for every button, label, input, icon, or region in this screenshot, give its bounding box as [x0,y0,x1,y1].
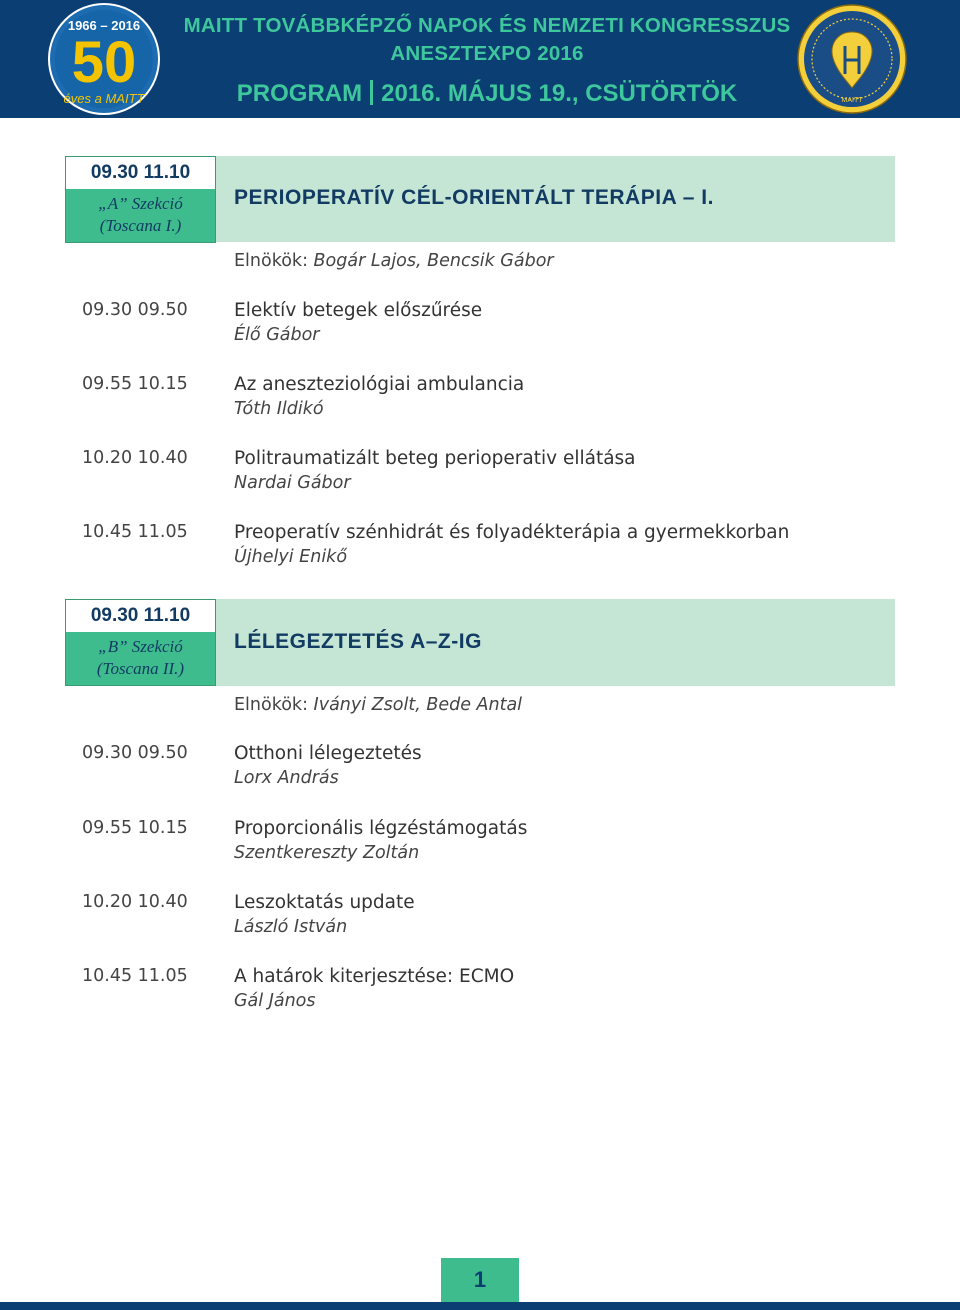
talk-speaker: Újhelyi Enikő [234,547,348,567]
session-b-time: 09.30 11.10 [90,605,191,626]
chairs-prefix: Elnökök: [234,251,308,271]
talk-speaker: Tóth Ildikó [234,399,324,419]
talk-speaker: Nardai Gábor [234,473,351,493]
talk-time: 09.30 09.50 [82,300,188,320]
talk-time: 09.55 10.15 [82,818,188,838]
talk-speaker: Szentkereszty Zoltán [234,843,420,863]
logo-years-text: 1966 – 2016 [67,18,141,33]
session-a-title: PERIOPERATÍV CÉL-ORIENTÁLT TERÁPIA – I. [234,186,714,209]
program-label: PROGRAM [236,80,363,107]
session-a-label-line1: „A” Szekció [98,194,183,213]
session-b-label [66,632,215,685]
session-a-chairs [234,251,554,271]
talk-speaker: Gál János [234,991,316,1011]
talk-time: 10.20 10.40 [82,448,188,468]
program-date: 2016. MÁJUS 19., CSÜTÖRTÖK [381,80,738,107]
page-number: 1 [441,1258,519,1302]
session-a-label-line2: (Toscana I.) [99,216,182,235]
talk-time: 10.20 10.40 [82,892,188,912]
seal-text: MAITT [841,97,863,104]
talk-title: Leszoktatás update [234,892,415,913]
talk-time: 09.30 09.50 [82,743,188,763]
anniversary-50-logo [40,2,168,117]
chairs-names: Iványi Zsolt, Bede Antal [313,695,523,715]
talk-title: Az aneszteziológiai ambulancia [234,374,525,395]
talk-title: Elektív betegek előszűrése [234,300,483,321]
session-b-box [65,599,216,686]
talk-time: 10.45 11.05 [82,966,188,986]
session-a-box [65,156,216,243]
talk-title: Proporcionális légzéstámogatás [234,818,528,839]
talk-time: 09.55 10.15 [82,374,188,394]
session-b-label-line1: „B” Szekció [98,637,183,656]
talk-title: Otthoni lélegeztetés [234,743,422,764]
session-b-chairs [234,695,522,715]
talk-speaker: Lorx András [234,768,339,788]
talk-speaker: László István [234,917,348,937]
logo-arc-text: éves a MAITT [63,91,145,106]
maitt-seal-logo-icon [793,2,911,117]
program-separator [370,80,373,105]
talk-title: Politraumatizált beteg perioperativ ellátása [234,448,636,469]
session-a-label [66,189,215,242]
page-header [0,0,960,118]
footer-bar [0,1302,960,1310]
chairs-names: Bogár Lajos, Bencsik Gábor [313,251,554,271]
event-title-line2: ANESZTEXPO 2016 [390,42,584,65]
talk-speaker: Élő Gábor [234,325,320,345]
chairs-prefix: Elnökök: [234,695,308,715]
session-a-time: 09.30 11.10 [90,162,191,183]
program-date-line [182,80,792,108]
talk-time: 10.45 11.05 [82,522,188,542]
talk-title: A határok kiterjesztése: ECMO [234,966,515,987]
session-b-label-line2: (Toscana II.) [96,659,185,678]
session-b-title: LÉLEGEZTETÉS A–Z-IG [234,630,482,653]
event-title-line1: MAITT TOVÁBBKÉPZŐ NAPOK ÉS NEMZETI KONGRESSZUS [183,14,791,37]
logo-number-text: 50 [71,30,137,95]
talk-title: Preoperatív szénhidrát és folyadékterápia a gyermekkorban [234,522,790,543]
